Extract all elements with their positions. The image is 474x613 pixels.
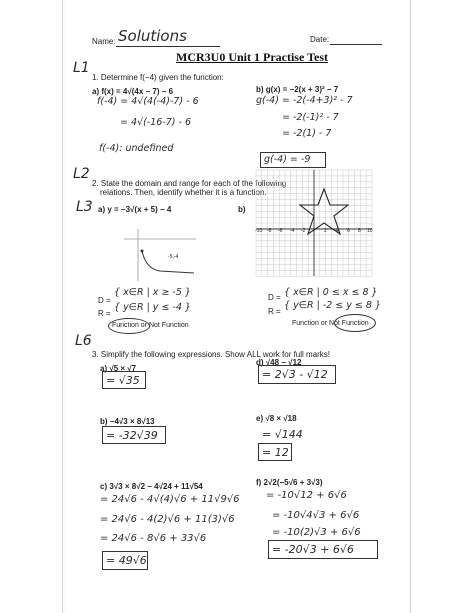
q3c-label: c) 3√3 × 8√2 − 4√24 + 11√54 — [100, 482, 203, 491]
q3d-label: d) √48 − √12 — [256, 358, 302, 367]
q3a-answer: = √35 — [106, 374, 140, 387]
q3e-work: = √144 — [262, 428, 303, 441]
q2a-point-label: -5,-4 — [168, 254, 179, 260]
q1-prompt: 1. Determine f(−4) given the function: — [92, 73, 224, 82]
q1b-work-line3: = -2(1) - 7 — [282, 128, 332, 139]
q2-prompt-line1: 2. State the domain and range for each of the following — [92, 179, 287, 188]
q2b-tick-8: 8 — [358, 228, 361, 234]
page-title: MCR3U0 Unit 1 Practise Test — [176, 50, 328, 64]
q3c-answer: = 49√6 — [106, 554, 147, 567]
q1a-work-line3: f(-4): undefined — [99, 143, 174, 154]
q3e-label: e) √8 × √18 — [256, 414, 297, 423]
q2a-domain-label: D = — [98, 296, 111, 305]
q3f-label: f) 2√2(−5√6 + 3√3) — [256, 478, 323, 487]
q2b-graph — [254, 168, 374, 278]
q3f-work-line2: = -10√4√3 + 6√6 — [272, 510, 360, 521]
q2b-domain: { x∈R | 0 ≤ x ≤ 8 } — [284, 287, 378, 298]
q2a-label: a) y = −3√(x + 5) − 4 — [98, 205, 172, 214]
q2b-range: { y∈R | -2 ≤ y ≤ 8 } — [284, 300, 382, 311]
q2a-function-circle — [108, 318, 150, 334]
q1b-answer: g(-4) = -9 — [264, 154, 311, 165]
q2b-tick-neg2: -2 — [301, 228, 306, 234]
q1a-work-line1: f(-4) = 4√(4(-4)-7) - 6 — [97, 96, 199, 107]
margin-mark-l6: L6 — [75, 333, 92, 349]
q3a-label: a) √5 × √7 — [100, 364, 137, 373]
q3a-answer-box — [102, 371, 146, 389]
q3f-answer-box — [268, 540, 378, 559]
margin-mark-l1: L1 — [73, 60, 90, 76]
q3c-work-line2: = 24√6 - 4(2)√6 + 11(3)√6 — [100, 514, 235, 525]
q1a-work-line2: = 4√(-16-7) - 6 — [120, 117, 191, 128]
q1b-answer-box — [260, 152, 326, 168]
q2b-tick-2: 2 — [324, 228, 327, 234]
q2b-tick-10: 10 — [367, 228, 373, 234]
q3b-answer: = -32√39 — [106, 429, 158, 442]
q3e-answer: = 12 — [262, 446, 289, 459]
q2b-domain-label: D = — [268, 293, 281, 302]
q1b-work-line2: = -2(-1)² - 7 — [282, 112, 339, 123]
q1a-label: a) f(x) = 4√(4x − 7) − 6 — [92, 87, 174, 96]
q2a-domain: { x∈R | x ≥ -5 } — [114, 287, 191, 298]
name-underline — [116, 46, 220, 47]
q2b-function-text: Function or Not Function — [292, 320, 369, 327]
q2b-tick-neg4: -4 — [290, 228, 295, 234]
q2b-function-circle — [334, 314, 376, 332]
q3f-work-line3: = -10(2)√3 + 6√6 — [272, 527, 361, 538]
q2a-range-label: R = — [98, 309, 111, 318]
q2b-tick-neg6: -6 — [278, 228, 283, 234]
paper-edge-left — [62, 0, 63, 613]
q3c-work-line1: = 24√6 - 4√(4)√6 + 11√9√6 — [100, 494, 240, 505]
q2a-range: { y∈R | y ≤ -4 } — [114, 302, 191, 313]
q3d-answer: = 2√3 - √12 — [262, 368, 328, 381]
q3e-answer-box — [258, 443, 292, 461]
name-value: Solutions — [118, 27, 187, 45]
q2a-function-text: Function or Not Function — [112, 322, 189, 329]
q3b-label: b) −4√3 × 8√13 — [100, 417, 155, 426]
q2b-tick-neg10: -10 — [255, 228, 263, 234]
q3-prompt: 3. Simplify the following expressions. Show ALL work for full marks! — [92, 350, 331, 359]
q2b-tick-4: 4 — [336, 228, 339, 234]
q2b-tick-6: 6 — [347, 228, 350, 234]
q3f-answer: = -20√3 + 6√6 — [272, 543, 354, 556]
paper-edge-right — [410, 0, 411, 613]
q2a-endpoint — [141, 250, 144, 253]
date-underline — [330, 44, 382, 45]
q2b-label: b) — [238, 205, 246, 214]
q2b-tick-labels — [254, 228, 374, 238]
q1b-label: b) g(x) = −2(x + 3)² − 7 — [256, 85, 339, 94]
q2b-tick-neg8: -8 — [267, 228, 272, 234]
q3f-work-line1: = -10√12 + 6√6 — [266, 490, 347, 501]
date-label: Date: — [310, 35, 330, 44]
name-label: Name: — [92, 37, 116, 46]
q2a-graph — [120, 225, 200, 285]
q3c-answer-box — [102, 551, 148, 570]
margin-mark-l2: L2 — [73, 166, 90, 182]
q3d-answer-box — [258, 365, 336, 384]
q1b-work-line1: g(-4) = -2(-4+3)² - 7 — [256, 95, 353, 106]
margin-mark-l3: L3 — [76, 199, 93, 215]
q2-prompt-line2: relations. Then, identify whether it is a function. — [100, 188, 267, 197]
q2b-range-label: R = — [268, 307, 281, 316]
q3c-work-line3: = 24√6 - 8√6 + 33√6 — [100, 533, 207, 544]
q3b-answer-box — [102, 426, 166, 444]
